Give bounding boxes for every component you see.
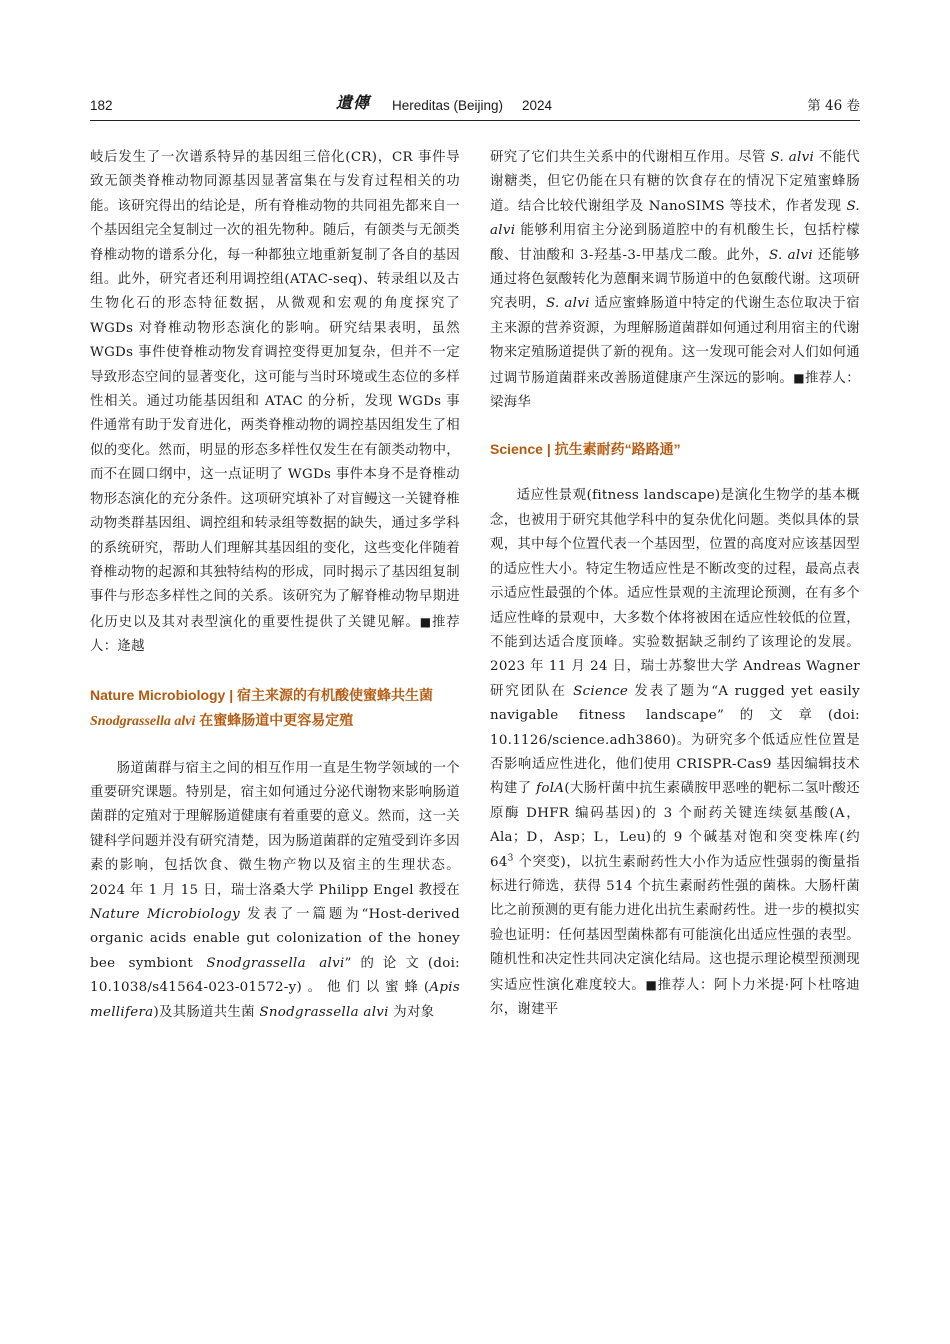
page-number: 182 [90,98,113,113]
page-header [90,94,860,121]
journal-logo: 遺傳 [336,93,371,112]
recommender: 推荐人：梁海华 [490,370,860,411]
recommender: 推荐人：逄越 [90,614,460,655]
paragraph-fitness-landscape: 适应性景观(fitness landscape)是演化生物学的基本概念，也被用于研究其他学科中的复杂优化问题。类似具体的景观，其中每个位置代表一个基因型，位置的高度对应该基因型的适应性大小。特定生物适应性是不断改变的过程，最高点表示适应性最强的个体。适应性景观的主流理论预测，在有多个适应性峰的景观中，大多数个体将被困在适应性较低的位置，不能到达适合度顶峰。实验数据缺乏制约了该理论的发展。2023 年 11 月 24 日，瑞士苏黎世大学 Andreas Wagner 研究团队在 Science 发表了题为“A rugged yet easily navigable fitness landscape”的文章(doi: 10.1126/science.adh3860)。为研究多个低适应性位置是否影响适应性进化，他们使用 CRISPR-Cas9 基因编辑技术构建了 folA(大肠杆菌中抗生素磺胺甲恶唑的靶标二氢叶酸还原酶 DHFR 编码基因)的 3 个耐药关键连续氨基酸(A，Ala；D，Asp；L，Leu)的 9 个碱基对饱和突变株库(约 $64^3$ 个突变)，以抗生素耐药性大小作为适应性强弱的衡量指标进行筛选，获得 514 个抗生素耐药性强的菌株。大肠杆菌比之前预测的更有能力进化出抗生素耐药性。进一步的模拟实验也证明：任何基因型菌株都有可能演化出适应性强的表型。随机性和决定性共同决定演化结局。这也提示理论模型预测现实适应性演化难度较大。■推荐人：阿卜力米提·阿卜杜喀迪尔，谢建平 [490,488,860,1017]
section-title-nature-microbiology: Nature Microbiology | 宿主来源的有机酸使蜜蜂共生菌 Snodgrassella alvi 在蜜蜂肠道中更容易定殖 [90,686,434,729]
recommender: 推荐人：阿卜力米提·阿卜杜喀迪尔，谢建平 [490,977,860,1017]
paragraph-gut-microbiota: 肠道菌群与宿主之间的相互作用一直是生物学领域的一个重要研究课题。特别是，宿主如何通过分泌代谢物来影响肠道菌群的定殖对于理解肠道健康有着重要的意义。然而，这一关键科学问题并没有研究清楚，因为肠道菌群的定殖受到许多因素的影响，包括饮食、微生物产物以及宿主的生理状态。2024 年 1 月 15 日，瑞士洛桑大学 Philipp Engel 教授在 Nature Microbiology 发表了一篇题为“Host-derived organic acids enable gut colonization of the honey bee symbiont Snodgrassella alvi”的论文(doi: 10.1038/s41564-023-01572-y)。他们以蜜蜂(Apis mellifera)及其肠道共生菌 Snodgrassella alvi 为对象 [90,760,460,1020]
end-mark: ■ [645,977,658,992]
paragraph-s-alvi: 研究了它们共生关系中的代谢相互作用。尽管 S. alvi 不能代谢糖类，但它仍能在只有糖的饮食存在的情况下定殖蜜蜂肠道。结合比较代谢组学及 NanoSIMS 等技术，作者发现 S. alvi 能够利用宿主分泌到肠道腔中的有机酸生长，包括柠檬酸、甘油酸和 3-羟基-3-甲基戊二酸。此外，S. alvi 还能够通过将色氨酸转化为蒽酮来调节肠道中的色氨酸代谢。这项研究表明，S. alvi 适应蜜蜂肠道中特定的代谢生态位取决于宿主来源的营养资源，为理解肠道菌群如何通过利用宿主的代谢物来定殖肠道提供了新的视角。这一发现可能会对人们如何通过调节肠道菌群来改善肠道健康产生深远的影响。■推荐人：梁海华 [490,150,860,411]
end-mark: ■ [419,614,432,629]
right-column [490,146,860,1022]
left-column [90,146,460,1025]
journal-name: Hereditas (Beijing) [392,98,504,113]
volume-label: 第 46 卷 [807,98,860,114]
paragraph-wgd-study: 岐后发生了一次谱系特异的基因组三倍化(CR)，CR 事件导致无颌类脊椎动物同源基因显著富集在与发育过程相关的功能。该研究得出的结论是，所有脊椎动物的共同祖先都来自一个基因组完全复制过一次的祖先物种。随后，有颌类与无颌类脊椎动物的谱系分化，每一种都独立地重新复制了各自的基因组。此外，研究者还利用调控组(ATAC-seq)、转录组以及古生物化石的形态特征数据，从微观和宏观的角度探究了 WGDs 对脊椎动物形态演化的影响。研究结果表明，虽然 WGDs 事件使脊椎动物发育调控变得更加复杂，但并不一定导致形态空间的显著变化，这可能与当时环境或生态位的多样性相关。通过功能基因组和 ATAC 的分析，发现 WGDs 事件通常有助于发育进化，两类脊椎动物的调控基因组发生了相似的变化。然而，明显的形态多样性仅发生在有颌类动物中，而不在圆口纲中，这一点证明了 WGDs 事件本身不是脊椎动物形态演化的充分条件。这项研究填补了对盲鳗这一关键脊椎动物类群基因组、调控组和转录组等数据的缺失，通过多学科的系统研究，帮助人们理解其基因组的变化，这些变化伴随着脊椎动物的起源和其独特结构的形成，同时揭示了基因组复制事件与形态多样性之间的关系。该研究为了解脊椎动物早期进化历史以及其对表型演化的重要性提供了关键见解。■推荐人：逄越 [90,150,460,655]
journal-year: 2024 [522,98,553,113]
end-mark: ■ [793,370,805,385]
section-title-science: Science | 抗生素耐药“路路通” [490,441,681,458]
